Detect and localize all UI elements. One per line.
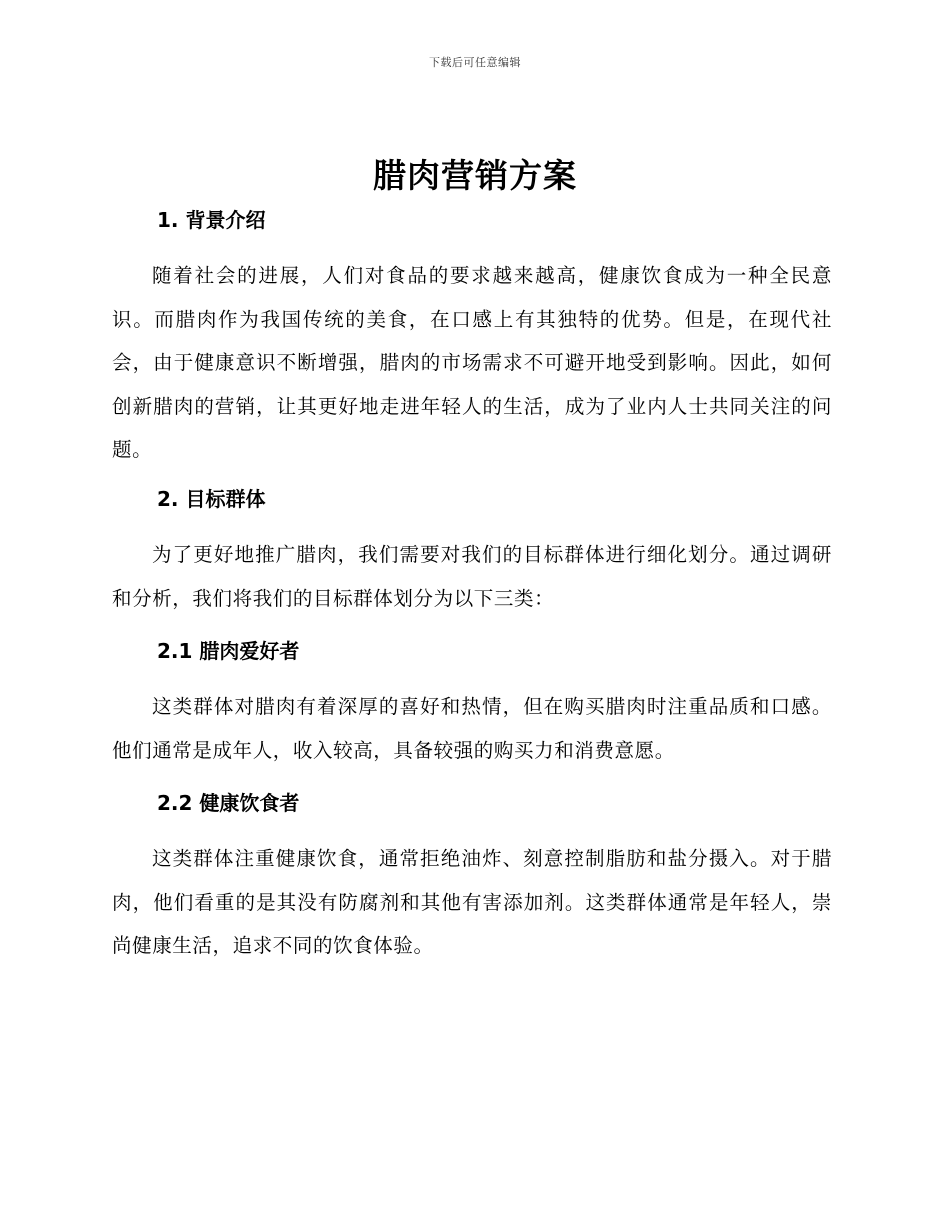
section-paragraph-background: 随着社会的进展，人们对食品的要求越来越高，健康饮食成为一种全民意识。而腊肉作为我国传统的美食，在口感上有其独特的优势。但是，在现代社会，由于健康意识不断增强，腊肉的市场需求不可避开地受到影响。因此，如何创新腊肉的营销，让其更好地走进年轻人的生活，成为了业内人士共同关注的问题。: [112, 264, 832, 461]
page-title: 腊肉营销方案: [373, 156, 577, 195]
section-paragraph-healthy-eaters: 这类群体注重健康饮食，通常拒绝油炸、刻意控制脂肪和盐分摄入。对于腊肉，他们看重的是其没有防腐剂和其他有害添加剂。这类群体通常是年轻人，崇尚健康生活，追求不同的饮食体验。: [112, 847, 832, 957]
section-paragraph-target-groups: 为了更好地推广腊肉，我们需要对我们的目标群体进行细化划分。通过调研和分析，我们将我们的目标群体划分为以下三类：: [112, 543, 832, 610]
header-note: 下载后可任意编辑: [429, 56, 521, 69]
section-heading-background: 1. 背景介绍: [157, 208, 266, 232]
section-paragraph-cured-meat-lovers: 这类群体对腊肉有着深厚的喜好和热情，但在购买腊肉时注重品质和口感。他们通常是成年人，收入较高，具备较强的购买力和消费意愿。: [112, 695, 832, 762]
section-heading-cured-meat-lovers: 2.1 腊肉爱好者: [157, 639, 300, 663]
section-heading-healthy-eaters: 2.2 健康饮食者: [157, 791, 300, 815]
section-heading-target-groups: 2. 目标群体: [157, 487, 266, 511]
